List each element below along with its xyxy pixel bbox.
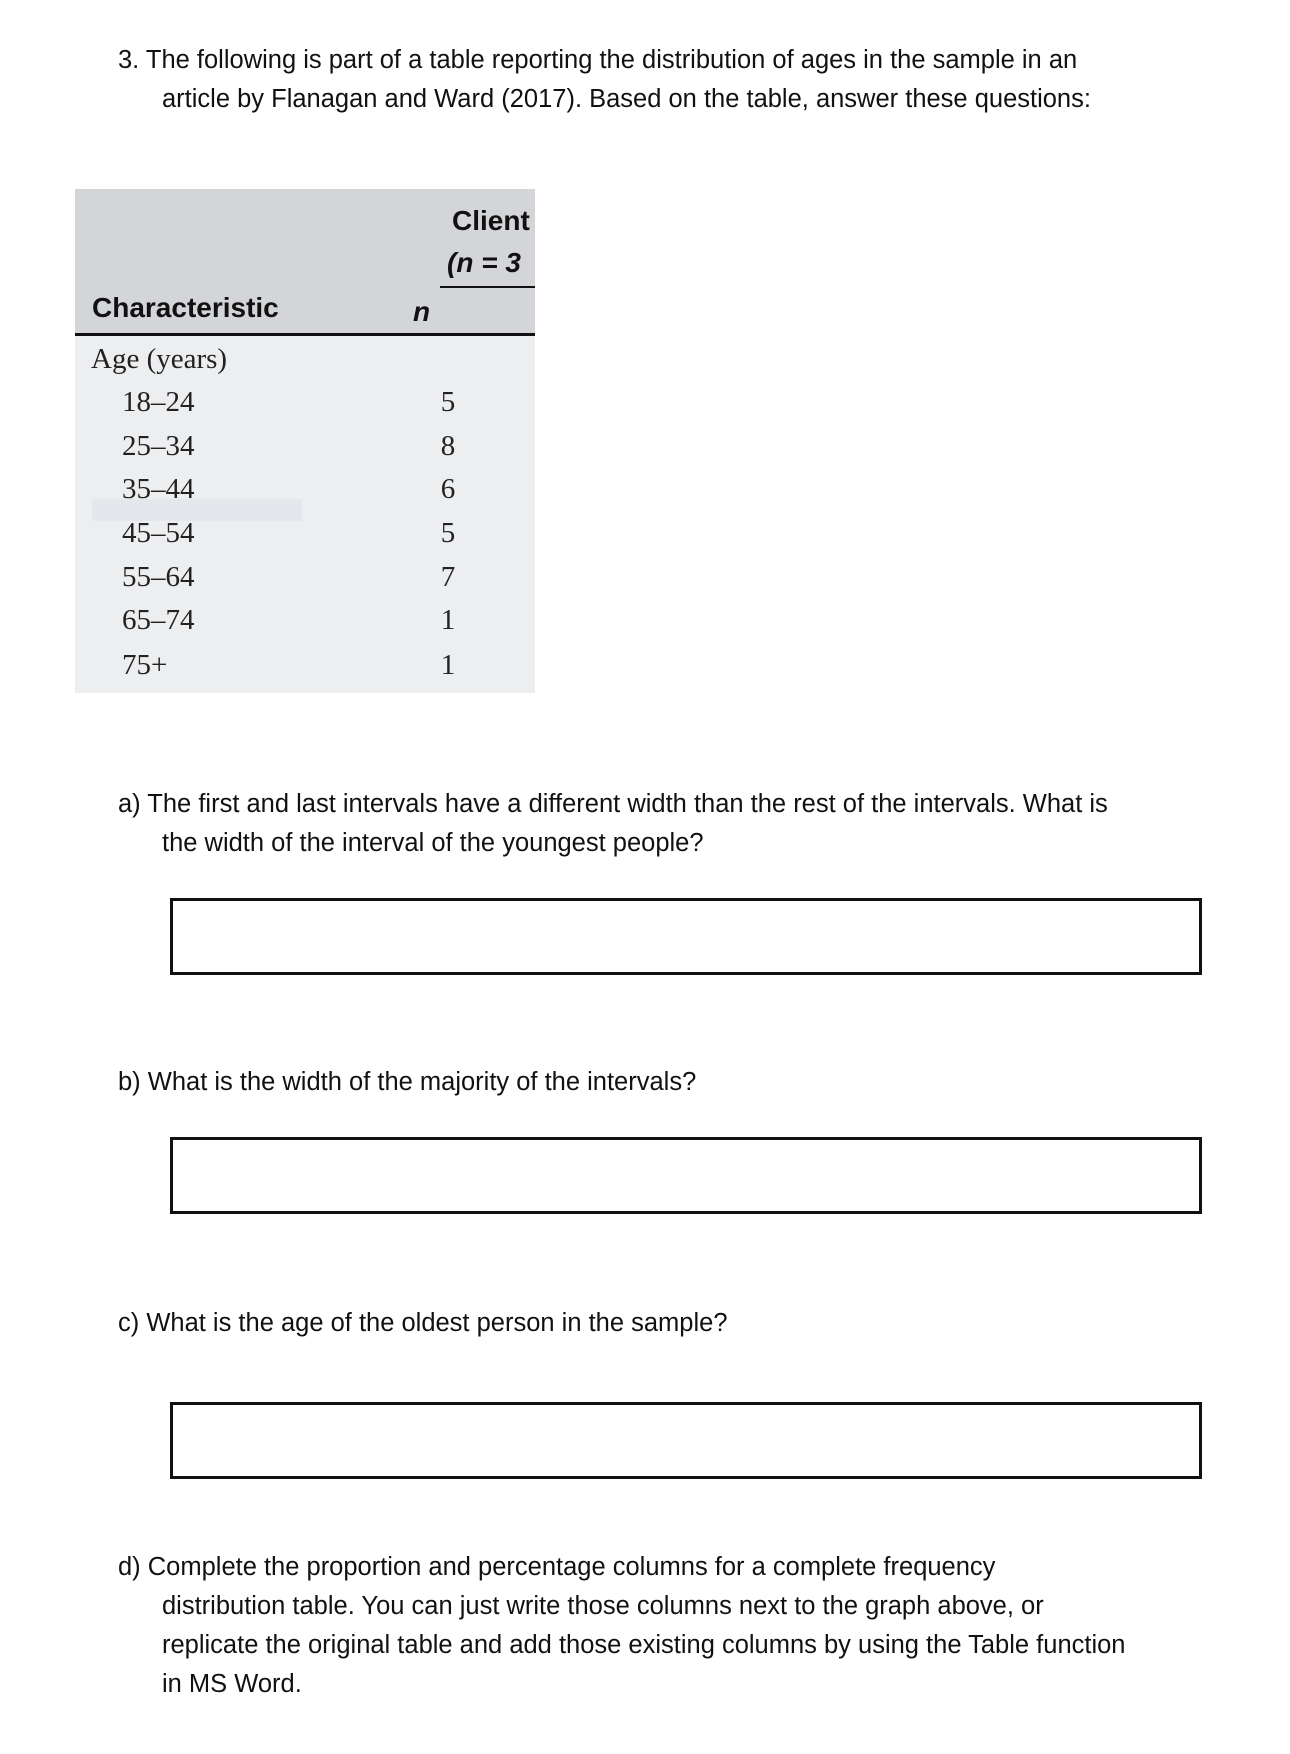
- table-row-count: 5: [440, 386, 456, 418]
- table-row-range: 35–44: [122, 473, 195, 505]
- question-c-line-1: c) What is the age of the oldest person in the sample?: [118, 1309, 728, 1337]
- question-3-line-2: article by Flanagan and Ward (2017). Based on the table, answer these questions:: [162, 85, 1091, 113]
- table-row-count: 8: [440, 430, 456, 462]
- table-row-count: 6: [440, 473, 456, 505]
- age-category-label: Age (years): [91, 343, 228, 375]
- characteristic-column-header: Characteristic: [92, 292, 279, 323]
- answer-box-b[interactable]: [170, 1137, 1202, 1214]
- age-distribution-table-image: [75, 189, 535, 693]
- question-d-line-3: replicate the original table and add those existing columns by using the Table function: [162, 1631, 1126, 1659]
- answer-box-c[interactable]: [170, 1402, 1202, 1479]
- question-b-text: [118, 1063, 1238, 1102]
- question-d-line-1: d) Complete the proportion and percentage columns for a complete frequency: [118, 1553, 996, 1581]
- question-3-line-1: 3. The following is part of a table reporting the distribution of ages in the sample in an: [118, 46, 1078, 74]
- question-a-text: [118, 785, 1238, 863]
- table-row-count: 5: [440, 517, 456, 549]
- table-row-range: 65–74: [122, 604, 195, 636]
- table-row-count: 7: [440, 561, 456, 593]
- question-b-line-1: b) What is the width of the majority of the intervals?: [118, 1068, 697, 1096]
- question-d-line-2: distribution table. You can just write those columns next to the graph above, or: [162, 1592, 1044, 1620]
- table-row-range: 45–54: [122, 517, 195, 549]
- question-a-line-2: the width of the interval of the youngest people?: [162, 829, 704, 857]
- table-row-range: 55–64: [122, 561, 195, 593]
- table-row-count: 1: [440, 649, 456, 681]
- question-3-text: [118, 41, 1238, 119]
- table-row-range: 75+: [122, 649, 168, 681]
- client-header-rule: [440, 286, 535, 288]
- table-row-range: 18–24: [122, 386, 195, 418]
- question-c-text: [118, 1304, 1238, 1343]
- question-d-text: [118, 1548, 1258, 1704]
- header-bottom-rule: [75, 333, 535, 336]
- question-d-line-4: in MS Word.: [162, 1670, 302, 1698]
- table-row-count: 1: [440, 604, 456, 636]
- table-row-range: 25–34: [122, 430, 195, 462]
- question-a-line-1: a) The first and last intervals have a different width than the rest of the intervals. What is: [118, 790, 1108, 818]
- answer-box-a[interactable]: [170, 898, 1202, 975]
- n-column-header: n: [413, 296, 431, 327]
- client-column-header: Client: [452, 205, 530, 236]
- client-sample-size: (n = 3: [447, 247, 521, 278]
